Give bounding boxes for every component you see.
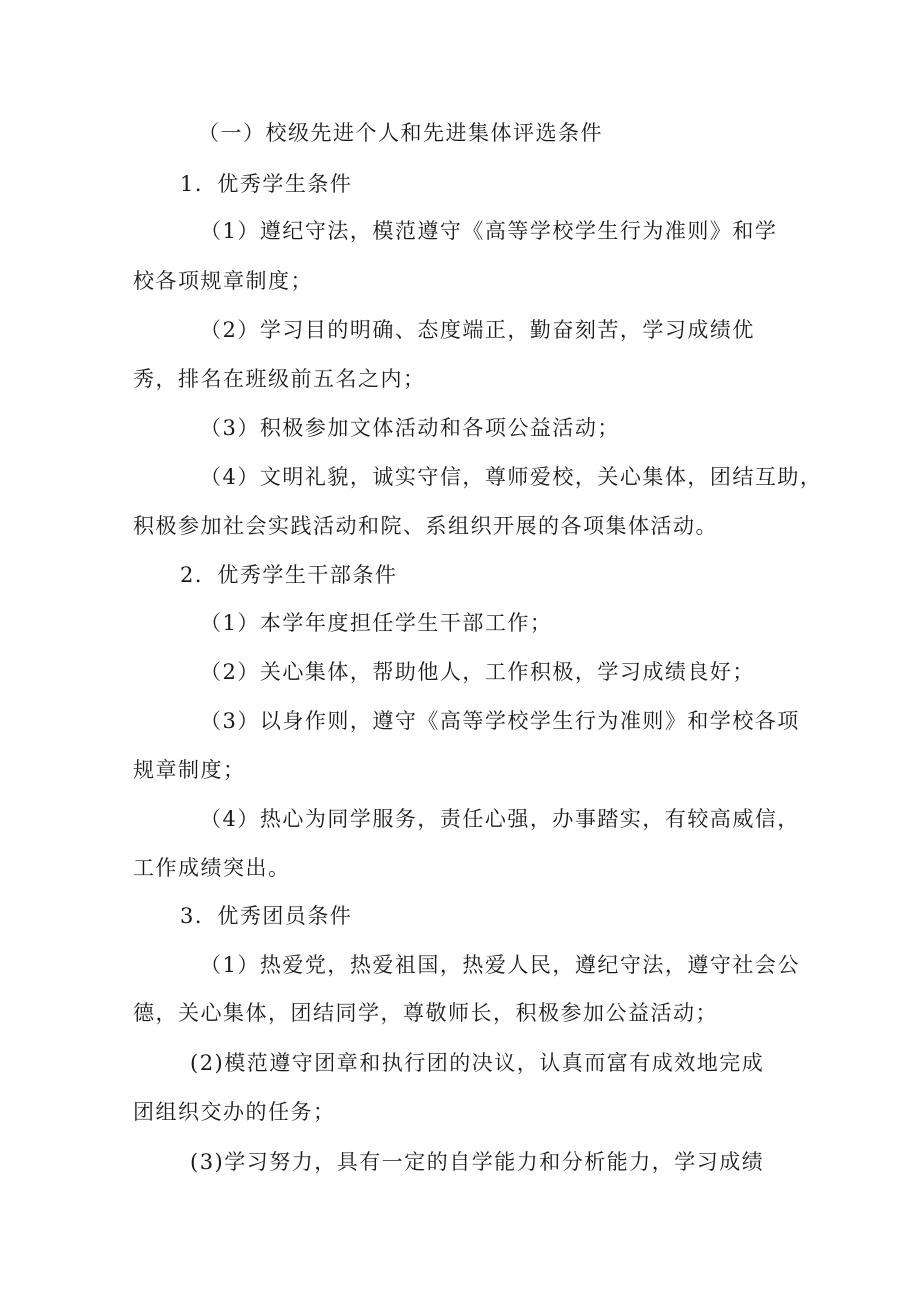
subsection-heading: 2．优秀学生干部条件: [180, 563, 398, 587]
paragraph-line: （2）学习目的明确、态度端正，勤奋刻苦，学习成绩优: [200, 318, 755, 342]
paragraph-line: 秀，排名在班级前五名之内；: [133, 367, 426, 391]
paragraph-line: （2）关心集体，帮助他人，工作积极，学习成绩良好；: [200, 660, 755, 684]
paragraph-line: （4）文明礼貌，诚实守信，尊师爱校，关心集体，团结互助，: [200, 465, 823, 489]
paragraph-line: （3）积极参加文体活动和各项公益活动；: [200, 416, 620, 440]
subsection-heading: 1．优秀学生条件: [180, 172, 353, 196]
section-heading: （一）校级先进个人和先进集体评选条件: [198, 121, 603, 145]
paragraph-line: （1）热爱党，热爱祖国，热爱人民，遵纪守法，遵守社会公: [200, 953, 800, 977]
subsection-heading: 3．优秀团员条件: [180, 904, 353, 928]
paragraph-line: 团组织交办的任务；: [133, 1100, 336, 1124]
paragraph-line: (2)模范遵守团章和执行团的决议，认真而富有成效地完成: [190, 1051, 765, 1075]
paragraph-line: 规章制度；: [133, 758, 246, 782]
paragraph-line: （1）遵纪守法，模范遵守《高等学校学生行为准则》和学: [200, 219, 778, 243]
paragraph-line: 工作成绩突出。: [133, 856, 291, 880]
paragraph-line: （1）本学年度担任学生干部工作；: [200, 611, 553, 635]
paragraph-line: 德，关心集体，团结同学，尊敬师长，积极参加公益活动；: [133, 1001, 718, 1025]
paragraph-line: (3)学习努力，具有一定的自学能力和分析能力，学习成绩: [190, 1150, 765, 1174]
paragraph-line: 积极参加社会实践活动和院、系组织开展的各项集体活动。: [133, 514, 718, 538]
paragraph-line: （4）热心为同学服务，责任心强，办事踏实，有较高威信，: [200, 807, 800, 831]
paragraph-line: 校各项规章制度；: [133, 269, 313, 293]
paragraph-line: （3）以身作则，遵守《高等学校学生行为准则》和学校各项: [200, 709, 800, 733]
